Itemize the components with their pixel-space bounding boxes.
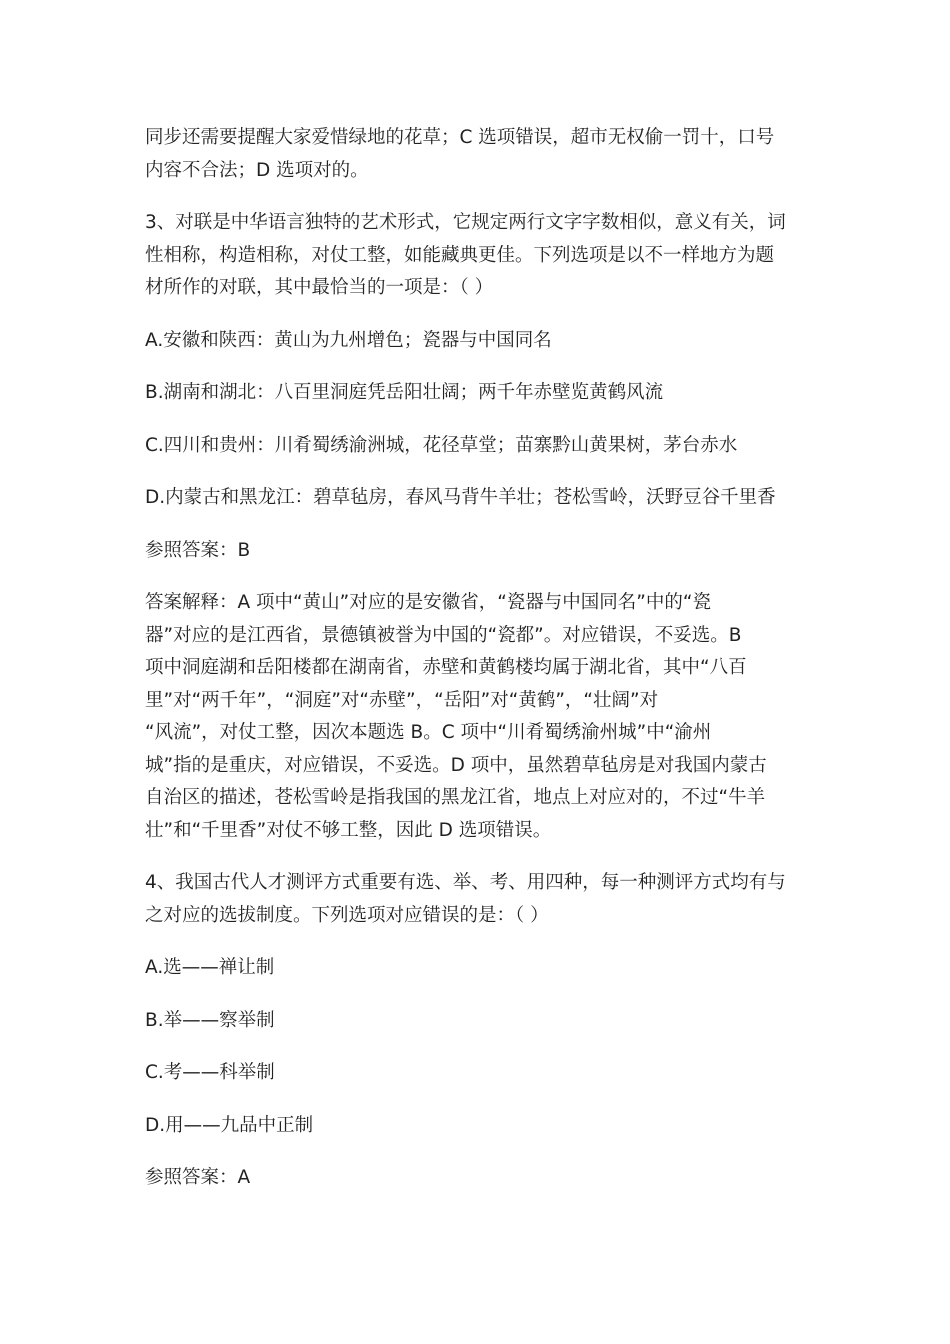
question-3-explanation <box>145 587 810 847</box>
question-4-option-b: B.举——察举制 <box>145 1009 275 1031</box>
text-line: 4、我国古代人才测评方式重要有选、举、考、用四种，每一种测评方式均有与 <box>145 872 786 893</box>
question-3-option-a: A.安徽和陕西：黄山为九州增色；瓷器与中国同名 <box>145 329 552 351</box>
text-line: 壮”和“千里香”对仗不够工整，因此 D 选项错误。 <box>145 819 552 841</box>
text-line: 器”对应的是江西省，景德镇被誉为中国的“瓷都”。对应错误，不妥选。B <box>145 624 742 646</box>
question-3-option-c: C.四川和贵州：川肴蜀绣渝洲城，花径草堂；苗寨黔山黄果树，茅台赤水 <box>145 434 738 456</box>
question-4-option-a: A.选——禅让制 <box>145 957 275 978</box>
text-line: “风流”，对仗工整，因次本题选 B。C 项中“川肴蜀绣渝州城”中“渝州 <box>145 722 712 743</box>
question-4-option-c: C.考——科举制 <box>145 1062 275 1083</box>
question-4-stem <box>145 867 810 932</box>
text-line: 答案解释：A 项中“黄山”对应的是安徽省，“瓷器与中国同名”中的“瓷 <box>145 592 711 613</box>
continuation-paragraph <box>145 122 810 187</box>
document-page <box>145 122 810 1195</box>
text-line: 同步还需要提醒大家爱惜绿地的花草；C 选项错误，超市无权偷一罚十，口号 <box>145 127 775 148</box>
text-line: 项中洞庭湖和岳阳楼都在湖南省，赤壁和黄鹤楼均属于湖北省，其中“八百 <box>145 657 747 678</box>
question-3-answer: 参照答案：B <box>145 539 251 561</box>
text-line: 性相称，构造相称，对仗工整，如能藏典更佳。下列选项是以不一样地方为题 <box>145 244 775 266</box>
question-3-stem <box>145 207 810 305</box>
question-4-option-d: D.用——九品中正制 <box>145 1114 314 1136</box>
question-3-option-b: B.湖南和湖北：八百里洞庭凭岳阳壮阔；两千年赤壁览黄鹤风流 <box>145 382 664 403</box>
text-line: 自治区的描述，苍松雪岭是指我国的黑龙江省，地点上对应对的，不过“牛羊 <box>145 787 766 808</box>
text-line: 之对应的选拔制度。下列选项对应错误的是：（ ） <box>145 904 549 926</box>
text-line: 材所作的对联，其中最恰当的一项是：（ ） <box>145 277 494 298</box>
question-4-answer: 参照答案：A <box>145 1167 251 1188</box>
text-line: 3、对联是中华语言独特的艺术形式，它规定两行文字字数相似，意义有关，词 <box>145 212 786 233</box>
question-3-option-d: D.内蒙古和黑龙江：碧草毡房，春风马背牛羊壮；苍松雪岭，沃野豆谷千里香 <box>145 487 776 508</box>
text-line: 城”指的是重庆，对应错误，不妥选。D 项中，虽然碧草毡房是对我国内蒙古 <box>145 754 767 776</box>
text-line: 内容不合法；D 选项对的。 <box>145 159 369 181</box>
text-line: 里”对“两千年”，“洞庭”对“赤壁”，“岳阳”对“黄鹤”，“壮阔”对 <box>145 689 659 711</box>
